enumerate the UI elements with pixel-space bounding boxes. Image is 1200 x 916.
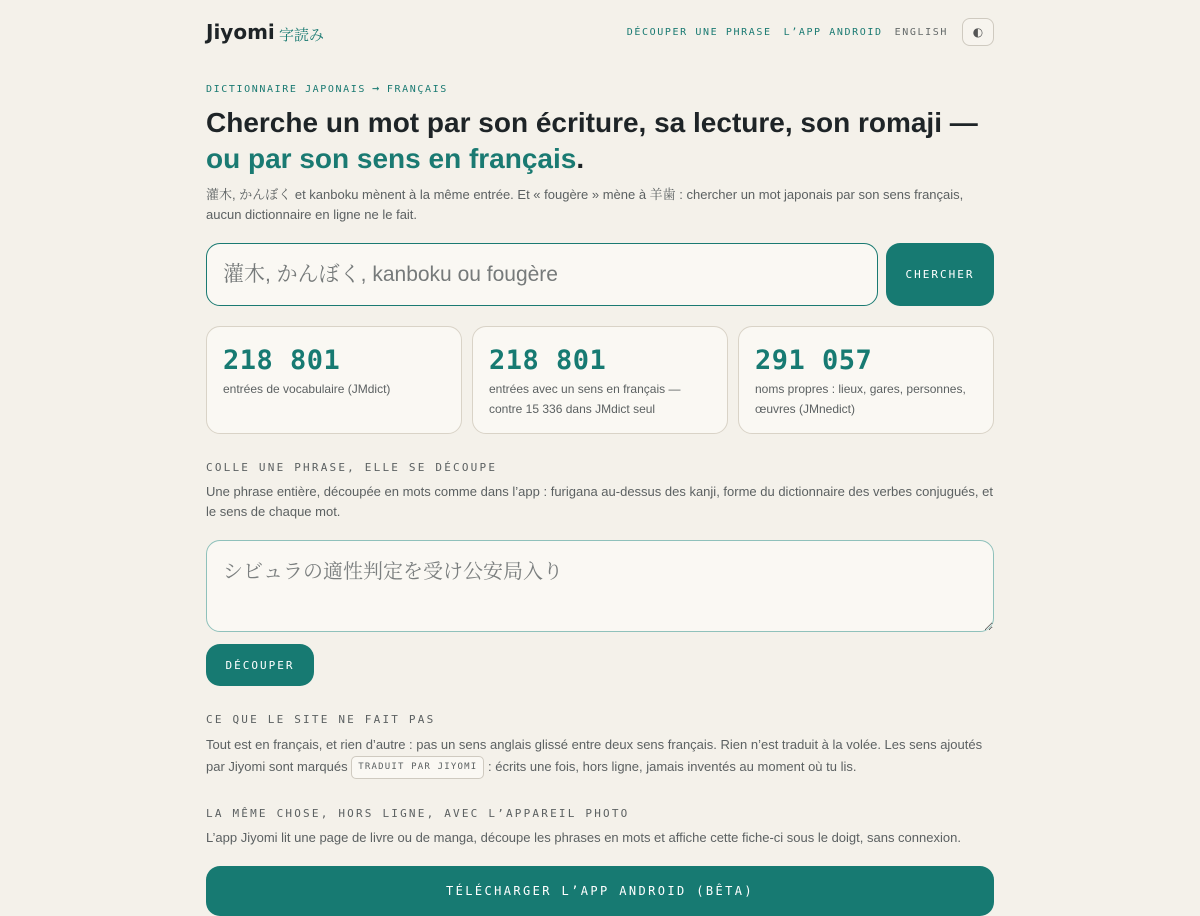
download-android-app-button[interactable]: TÉLÉCHARGER L’APP ANDROID (BÊTA) xyxy=(206,866,994,916)
stat-description: entrées de vocabulaire (JMdict) xyxy=(223,382,391,396)
stat-description: noms propres : lieux, gares, personnes, œuvres (JMnedict) xyxy=(755,382,966,416)
site-header xyxy=(206,18,994,48)
theme-toggle-button[interactable] xyxy=(962,18,994,46)
stat-card-french-senses xyxy=(472,326,728,434)
page-title-main: Cherche un mot par son écriture, sa lecture, son romaji — xyxy=(206,107,978,138)
stat-number: 291 057 xyxy=(755,345,873,376)
nav-link-android-app[interactable]: L’APP ANDROID xyxy=(783,27,883,38)
top-nav xyxy=(627,27,948,38)
phrase-section-text: Une phrase entière, découpée en mots comme dans l’app : furigana au-dessus des kanji, forme du dictionnaire des verbes conjugués, et le sens de chaque mot. xyxy=(206,484,993,519)
translated-by-jiyomi-badge: TRADUIT PAR JIYOMI xyxy=(351,756,484,779)
hero-kicker xyxy=(206,81,448,95)
page-title xyxy=(206,105,1006,177)
offline-section-text: L’app Jiyomi lit une page de livre ou de manga, découpe les phrases en mots et affiche cette fiche-ci sous le doigt, sans connexion. xyxy=(206,830,961,845)
site-logo-japanese[interactable]: 字読み xyxy=(279,26,325,44)
stat-description: entrées avec un sens en français — contre 15 336 dans JMdict seul xyxy=(489,382,681,416)
cut-phrase-button[interactable]: DÉCOUPER xyxy=(206,644,314,686)
search-input[interactable] xyxy=(206,243,878,306)
kicker-source-language: DICTIONNAIRE JAPONAIS xyxy=(206,84,367,95)
page-title-end: . xyxy=(576,143,585,174)
stat-number: 218 801 xyxy=(223,345,341,376)
stat-card-vocabulary xyxy=(206,326,462,434)
site-logo[interactable]: Jiyomi xyxy=(206,20,275,44)
phrase-section-title: COLLE UNE PHRASE, ELLE SE DÉCOUPE xyxy=(206,461,498,474)
not-doing-section-title: CE QUE LE SITE NE FAIT PAS xyxy=(206,713,436,726)
nav-link-cut-phrase[interactable]: DÉCOUPER UNE PHRASE xyxy=(626,27,772,38)
search-button[interactable]: CHERCHER xyxy=(886,243,994,306)
not-doing-text-before: Tout est en français, et rien d’autre : pas un sens anglais glissé entre deux sens français. Rien n’est traduit à la volée. Les sens ajoutés par Jiyomi sont marqués xyxy=(206,737,983,774)
offline-section-title: LA MÊME CHOSE, HORS LIGNE, AVEC L’APPAREIL PHOTO xyxy=(206,807,630,820)
arrow-right-icon: → xyxy=(372,81,381,95)
stat-number: 218 801 xyxy=(489,345,607,376)
nav-link-english[interactable]: ENGLISH xyxy=(894,27,948,38)
stat-card-proper-nouns xyxy=(738,326,994,434)
kicker-target-language: FRANÇAIS xyxy=(386,84,448,95)
hero-lead: 灌木, かんぼく et kanboku mènent à la même entrée. Et « fougère » mène à 羊歯 : chercher un mot japonais par son sens français, aucun dictionnaire en ligne ne le fait. xyxy=(206,187,964,222)
half-circle-icon: ◐ xyxy=(972,25,984,39)
not-doing-text-after: : écrits une fois, hors ligne, jamais inventés au moment où tu lis. xyxy=(484,759,857,774)
phrase-textarea[interactable] xyxy=(206,540,994,632)
page-title-accent: ou par son sens en français xyxy=(206,143,577,174)
not-doing-section-text xyxy=(206,734,996,779)
